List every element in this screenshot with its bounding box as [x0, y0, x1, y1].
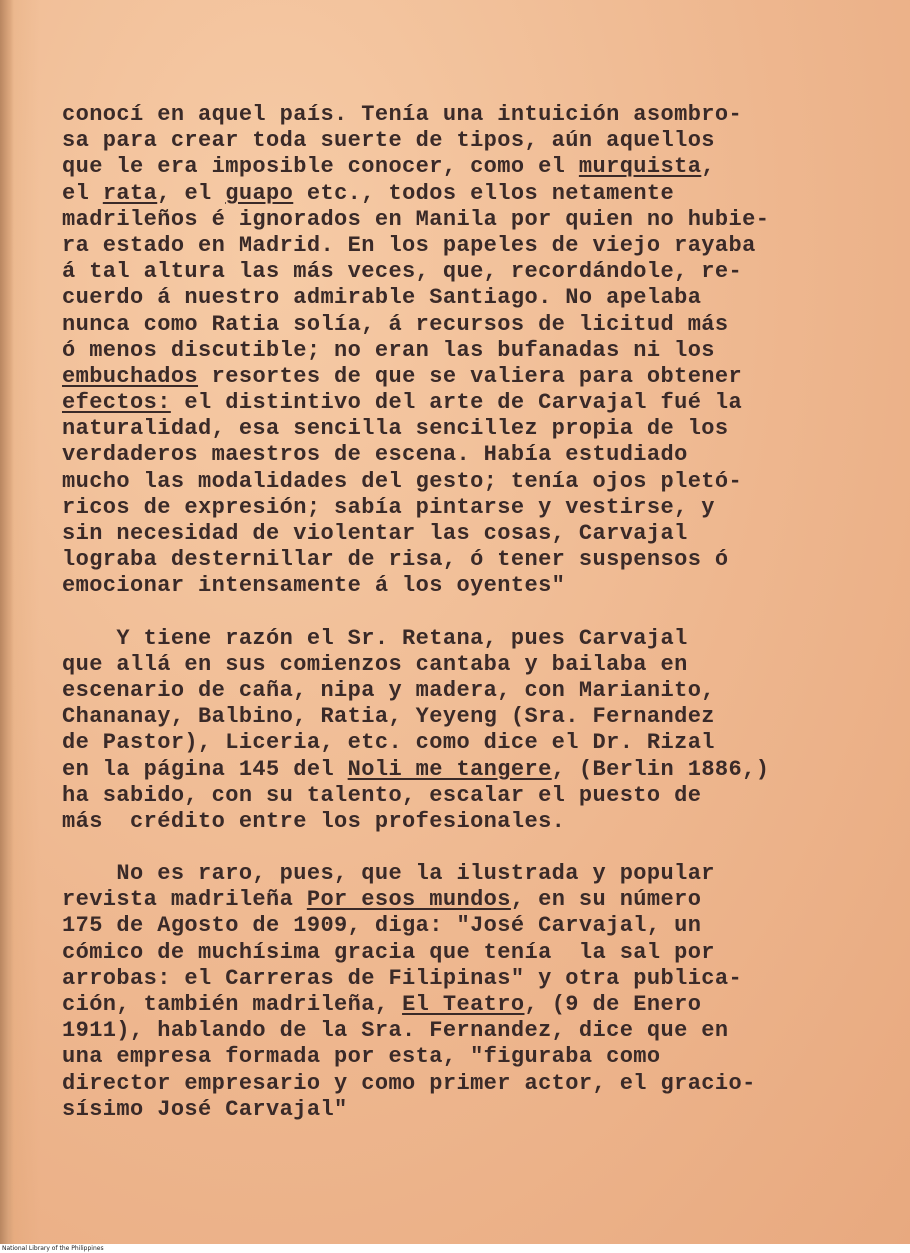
text-line — [62, 547, 862, 573]
text-segment: mucho las modalidades del gesto; tenía ojos pletó- — [62, 468, 743, 494]
paragraph-gap — [62, 600, 862, 626]
text-segment: de Pastor), Liceria, etc. como dice el Dr. Rizal — [62, 730, 715, 756]
text-segment: cómico de muchísima gracia que tenía la sal por — [62, 939, 715, 965]
text-segment: arrobas: el Carreras de Filipinas" y otra publica- — [62, 965, 743, 991]
text-segment: ricos de expresión; sabía pintarse y vestirse, y — [62, 494, 715, 520]
text-segment: ha sabido, con su talento, escalar el puesto de — [62, 782, 702, 808]
text-line — [62, 154, 862, 180]
text-segment: en la página 145 del — [62, 756, 348, 782]
text-line — [62, 626, 862, 652]
text-line — [62, 181, 862, 207]
underlined-title: efectos: — [62, 390, 171, 416]
text-segment: el distintivo del arte de Carvajal fué la — [170, 390, 743, 416]
text-segment: escenario de caña, nipa y madera, con Marianito, — [62, 677, 715, 703]
text-segment: 1911), hablando de la Sra. Fernandez, dice que en — [62, 1018, 729, 1044]
text-segment: ra estado en Madrid. En los papeles de viejo rayaba — [62, 232, 756, 258]
text-line — [62, 1018, 862, 1044]
text-line — [62, 259, 862, 285]
text-segment: resortes de que se valiera para obtener — [198, 363, 743, 389]
text-line — [62, 573, 862, 599]
text-segment: 175 de Agosto de 1909, diga: "José Carvajal, un — [62, 913, 702, 939]
text-segment: madrileños é ignorados en Manila por quien no hubie- — [62, 206, 770, 232]
text-line — [62, 940, 862, 966]
text-segment: más crédito entre los profesionales. — [62, 808, 566, 834]
text-line — [62, 887, 862, 913]
text-segment: á tal altura las más veces, que, recordándole, re- — [62, 259, 743, 285]
text-line — [62, 730, 862, 756]
text-segment: , (9 de Enero — [524, 992, 702, 1017]
text-segment: sin necesidad de violentar las cosas, Carvajal — [62, 521, 688, 546]
text-segment: conocí en aquel país. Tenía una intuición asombro- — [62, 102, 743, 127]
text-line — [62, 390, 862, 416]
text-line — [62, 364, 862, 390]
footer-credit: National Library of the Philippines — [2, 1245, 104, 1252]
page-binding-edge — [0, 0, 14, 1244]
text-segment: naturalidad, esa sencilla sencillez propia de los — [62, 416, 729, 442]
text-segment: el — [62, 180, 103, 206]
text-segment: etc., todos ellos netamente — [293, 180, 675, 206]
text-segment: revista madrileña — [62, 887, 307, 913]
text-line — [62, 678, 862, 704]
text-segment: lograba desternillar de risa, ó tener suspensos ó — [62, 547, 729, 573]
text-segment: Y tiene razón el Sr. Retana, pues Carvajal — [62, 625, 688, 651]
text-line — [62, 704, 862, 730]
text-segment: sísimo José Carvajal" — [62, 1096, 348, 1122]
footer-bar — [0, 1244, 910, 1253]
text-segment: que le era imposible conocer, como el — [62, 154, 579, 180]
text-segment: No es raro, pues, que la ilustrada y popular — [62, 861, 715, 887]
text-line — [62, 861, 862, 887]
text-segment: director empresario y como primer actor, el gracio- — [62, 1070, 756, 1096]
text-line — [62, 233, 862, 259]
underlined-title: Por esos mundos — [306, 887, 511, 913]
text-line — [62, 128, 862, 154]
typewritten-text — [62, 102, 862, 1123]
text-line — [62, 913, 862, 939]
underlined-title: Noli me tangere — [347, 756, 552, 782]
text-line — [62, 757, 862, 783]
paragraph-2 — [62, 626, 862, 836]
text-line — [62, 1044, 862, 1070]
text-segment: que allá en sus comienzos cantaba y bailaba en — [62, 651, 688, 677]
text-line — [62, 495, 862, 521]
underlined-title: El Teatro — [402, 992, 525, 1017]
text-segment: una empresa formada por esta, "figuraba como — [62, 1044, 661, 1070]
paragraph-3 — [62, 861, 862, 1123]
text-segment: , en su número — [510, 887, 702, 913]
text-segment: ó menos discutible; no eran las bufanadas ni los — [62, 337, 715, 363]
text-line — [62, 652, 862, 678]
text-segment: , el — [157, 180, 226, 206]
text-segment: ción, también madrileña, — [62, 992, 403, 1017]
text-segment: emocionar intensamente á los oyentes" — [62, 573, 566, 599]
text-line — [62, 783, 862, 809]
text-line — [62, 102, 862, 128]
text-segment: , (Berlin 1886,) — [551, 756, 770, 782]
underlined-title: murquista — [578, 154, 702, 180]
underlined-title: guapo — [225, 180, 294, 206]
text-line — [62, 312, 862, 338]
text-line — [62, 442, 862, 468]
text-line — [62, 285, 862, 311]
text-segment: , — [701, 154, 715, 180]
text-segment: cuerdo á nuestro admirable Santiago. No apelaba — [62, 285, 702, 311]
text-line — [62, 338, 862, 364]
text-line — [62, 521, 862, 547]
text-segment: verdaderos maestros de escena. Había estudiado — [62, 442, 688, 468]
underlined-title: rata — [102, 180, 158, 206]
text-line — [62, 1071, 862, 1097]
text-line — [62, 469, 862, 495]
text-line — [62, 207, 862, 233]
underlined-title: embuchados — [62, 363, 199, 389]
paragraph-1 — [62, 102, 862, 600]
paragraph-gap — [62, 835, 862, 861]
text-line — [62, 992, 862, 1018]
text-segment: nunca como Ratia solía, á recursos de licitud más — [62, 311, 729, 337]
text-line — [62, 966, 862, 992]
text-line — [62, 416, 862, 442]
text-line — [62, 1097, 862, 1123]
text-segment: sa para crear toda suerte de tipos, aún aquellos — [62, 128, 715, 154]
text-line — [62, 809, 862, 835]
text-segment: Chananay, Balbino, Ratia, Yeyeng (Sra. Fernandez — [62, 704, 715, 730]
